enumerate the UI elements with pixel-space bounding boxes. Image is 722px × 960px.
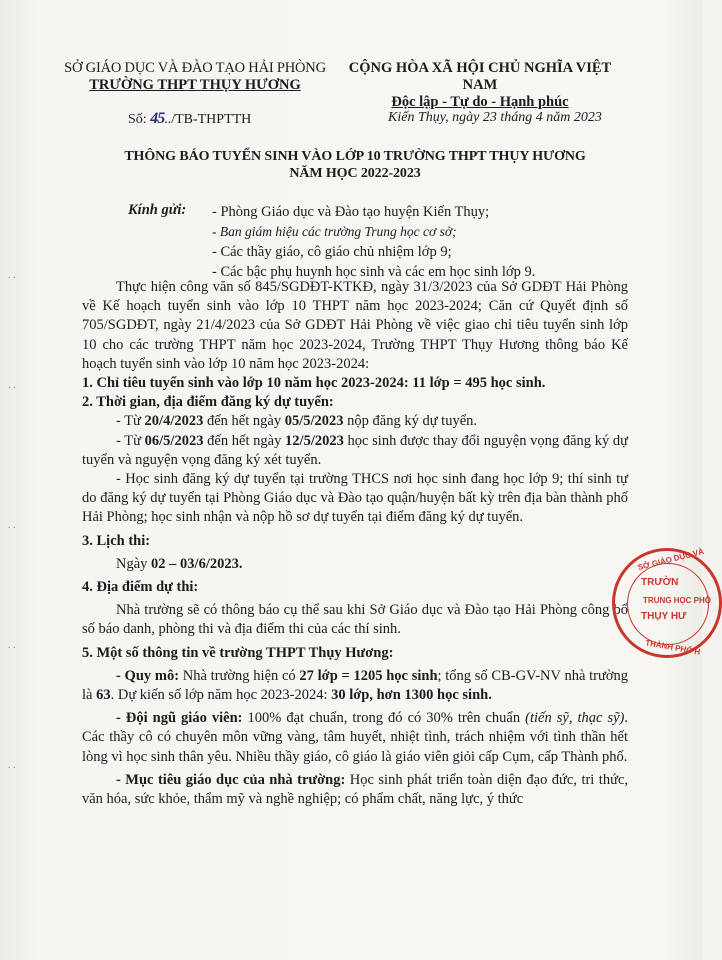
text-run: 63: [96, 687, 111, 704]
intro-paragraph: Thực hiện công văn số 845/SGDĐT-KTKĐ, ngày 31/3/2023 của Sở GDĐT Hải Phòng về Kế hoạch tuyển sinh vào lớp 10 THPT năm học 2023-2024; Căn cứ Quyết định số 705/SGDĐT, ngày 21/4/2023 của Sở GDĐT Hải Phòng về việc giao chỉ tiêu tuyển sinh lớp 10 cho các trường THPT năm học 2023-2024, Trường THPT Thụy Hương thông báo Kế hoạch tuyển sinh vào lớp 10 năm học 2023-2024:: [82, 279, 628, 372]
recipient-item: - Phòng Giáo dục và Đào tạo huyện Kiến Thụy;: [212, 204, 490, 220]
date-end: 05/5/2023: [284, 413, 344, 430]
school-seal: [612, 548, 722, 658]
text-run: Học sinh phát triển toàn diện đạo đức, tri thức, văn hóa, sức khỏe, thẩm mỹ và nghề nghiệp; có phẩm chất, năng lực, ý thức: [82, 771, 629, 808]
section-4-title: 4. Địa điểm dự thi:: [82, 579, 199, 596]
section-2-paragraph-1: [82, 412, 628, 431]
text-run: . Các thầy cô có chuyên môn vững vàng, tâm huyết, nhiệt tình, trách nhiệm với tình thần hết lòng vì học sinh thân yêu. Nhiều thầy giáo, cô giáo là giáo viên giỏi cấp Cụm, cấp Thành phố.: [82, 710, 629, 765]
text-run: 100% đạt chuẩn, trong đó có 30% trên chuẩn: [242, 710, 526, 727]
recipients-label: Kính gửi:: [128, 202, 187, 218]
section-2-title: 2. Thời gian, địa điểm đăng ký dự tuyển:: [82, 394, 334, 411]
scan-mark: . .: [8, 760, 16, 771]
text-run: nộp đăng ký dự tuyển.: [343, 413, 478, 430]
scan-mark: . .: [8, 380, 16, 391]
text-run: Nhà trường hiện có: [179, 667, 300, 684]
document-title: [95, 148, 615, 182]
text-run: ; tổng số CB-GV-NV nhà trường là: [82, 667, 628, 704]
section-5-teachers: [82, 709, 628, 767]
section-3-title: 3. Lịch thi:: [82, 532, 151, 549]
scan-mark: . .: [8, 640, 16, 651]
section-3-text: [82, 555, 628, 574]
scan-mark: . .: [8, 270, 16, 281]
text-run: đến hết ngày: [203, 432, 286, 449]
text-run: đến hết ngày: [203, 413, 285, 430]
seal-text: THÀNH PHỐ H: [644, 638, 701, 657]
number-suffix: ../TB-THPTTH: [164, 112, 252, 127]
section-5-scale: [82, 667, 628, 705]
section-2-paragraph-3: - Học sinh đăng ký dự tuyển tại trường THCS nơi học sinh đang học lớp 9; thí sinh tự do đăng ký dự tuyển tại Phòng Giáo dục và Đào tạo quận/huyện bất kỳ trên địa bàn thành phố Hải Phòng; học sinh nhận và nộp hồ sơ dự tuyển tại điểm đăng ký dự tuyển.: [82, 471, 628, 526]
text-run: - Từ: [116, 413, 145, 430]
text-run: - Từ: [116, 432, 145, 449]
number-prefix: Số:: [128, 112, 151, 127]
scale-label: - Quy mô:: [116, 667, 180, 684]
teachers-label: - Đội ngũ giáo viên:: [116, 710, 243, 727]
date-start: 20/4/2023: [144, 413, 204, 430]
national-title: CỘNG HÒA XÃ HỘI CHỦ NGHĨA VIỆT NAM: [348, 60, 612, 93]
title-line-2: NĂM HỌC 2022-2023: [289, 166, 421, 181]
school-name: TRƯỜNG THPT THỤY HƯƠNG: [89, 77, 301, 93]
text-run: (tiến sỹ, thạc sỹ): [525, 710, 625, 727]
goals-label: - Mục tiêu giáo dục của nhà trường:: [116, 771, 346, 788]
text-run: 27 lớp = 1205 học sinh: [299, 667, 438, 684]
header-left: [60, 60, 330, 94]
text-run: 30 lớp, hơn 1300 học sinh.: [331, 687, 492, 704]
seal-text: TRUNG HỌC PHỔ: [643, 596, 711, 605]
department-name: SỞ GIÁO DỤC VÀ ĐÀO TẠO HẢI PHÒNG: [64, 60, 326, 76]
recipient-item: - Các bậc phụ huynh học sinh và các em học sinh lớp 9.: [212, 264, 536, 280]
text-run: . Dự kiến số lớp năm học 2023-2024:: [110, 687, 332, 704]
recipients-list: [212, 202, 535, 282]
national-motto: Độc lập - Tự do - Hạnh phúc: [391, 94, 569, 110]
section-5-title: 5. Một số thông tin về trường THPT Thụy Hương:: [82, 644, 394, 661]
number-handwritten: 45: [150, 110, 165, 127]
header-right: [330, 60, 630, 111]
document-number: [128, 110, 251, 128]
exam-dates: 02 – 03/6/2023.: [151, 555, 243, 572]
recipient-item: - Ban giám hiệu các trường Trung học cơ sở;: [212, 224, 457, 239]
section-4-text: Nhà trường sẽ có thông báo cụ thể sau khi Sở Giáo dục và Đào tạo Hải Phòng công bố số báo danh, phòng thi và địa điểm thi của các thí sinh.: [82, 602, 628, 638]
seal-text: THỤY HƯ: [641, 611, 687, 622]
section-2-paragraph-2: [82, 432, 628, 470]
recipient-item: - Các thầy giáo, cô giáo chủ nhiệm lớp 9;: [212, 244, 452, 260]
date-start: 06/5/2023: [144, 432, 204, 449]
section-1: 1. Chỉ tiêu tuyển sinh vào lớp 10 năm học 2023-2024: 11 lớp = 495 học sinh.: [82, 375, 546, 392]
date-end: 12/5/2023: [285, 432, 344, 449]
seal-text: SỞ GIÁO DỤC VÀ: [636, 546, 705, 573]
document-body: [82, 278, 628, 809]
section-5-goals: [82, 771, 628, 809]
title-line-1: THÔNG BÁO TUYỂN SINH VÀO LỚP 10 TRƯỜNG THPT THỤY HƯƠNG: [124, 149, 586, 164]
seal-text: TRƯỜN: [641, 577, 679, 588]
scan-mark: . .: [8, 520, 16, 531]
text-run: học sinh được thay đổi nguyện vọng đăng ký dự tuyển và nguyện vọng đăng ký xét tuyển.: [82, 432, 628, 468]
text-run: Ngày: [116, 555, 152, 572]
date-line: Kiến Thụy, ngày 23 tháng 4 năm 2023: [388, 110, 602, 125]
